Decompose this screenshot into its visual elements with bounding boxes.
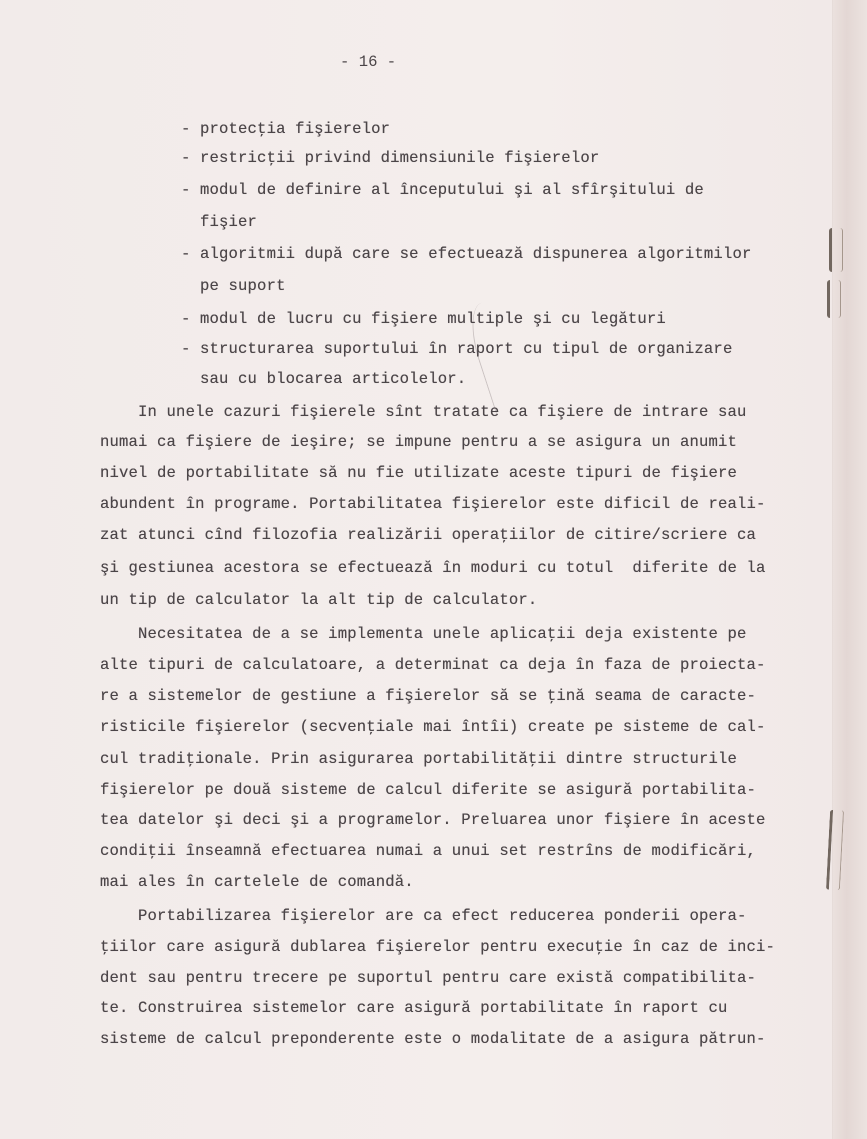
- list-item-file-boundaries: - modul de definire al începutului şi al sfîrşitului de: [181, 181, 704, 199]
- paragraph-1-line-6: şi gestiunea acestora se efectuează în moduri cu totul diferite de la: [100, 559, 766, 577]
- paragraph-3-line-1: Portabilizarea fişierelor are ca efect reducerea ponderii opera-: [100, 907, 747, 925]
- paragraph-1-line-4: abundent în programe. Portabilitatea fişierelor este dificil de reali-: [100, 495, 766, 513]
- binding-ring-top-lower: [827, 280, 841, 318]
- paragraph-3-line-2: ţiilor care asigură dublarea fişierelor pentru execuţie în caz de inci-: [100, 938, 776, 956]
- paragraph-2-line-5: cul tradiţionale. Prin asigurarea portabilităţii dintre structurile: [100, 750, 738, 768]
- paragraph-1-line-3: nivel de portabilitate să nu fie utilizate aceste tipuri de fişiere: [100, 464, 738, 482]
- paragraph-3-line-3: dent sau pentru trecere pe suportul pentru care există compatibilita-: [100, 969, 757, 987]
- list-item-support-structure: - structurarea suportului în raport cu tipul de organizare: [181, 340, 733, 358]
- paragraph-1-line-5: zat atunci cînd filozofia realizării operaţiilor de citire/scriere ca: [100, 526, 757, 544]
- list-item-size-restrictions: - restricţii privind dimensiunile fişierelor: [181, 149, 600, 167]
- list-item-support-structure-cont: sau cu blocarea articolelor.: [181, 370, 467, 388]
- paragraph-2-line-3: re a sistemelor de gestiune a fişierelor să se ţină seama de caracte-: [100, 687, 757, 705]
- list-item-algorithms: - algoritmii după care se efectuează dispunerea algoritmilor: [181, 245, 752, 263]
- paragraph-1-line-1: In unele cazuri fişierele sînt tratate ca fişiere de intrare sau: [100, 403, 747, 421]
- paragraph-3-line-4: te. Construirea sistemelor care asigură portabilitate în raport cu: [100, 999, 728, 1017]
- paragraph-2-line-7: tea datelor şi deci şi a programelor. Preluarea unor fişiere în aceste: [100, 811, 766, 829]
- paragraph-2-line-8: condiţii înseamnă efectuarea numai a unui set restrîns de modificări,: [100, 842, 757, 860]
- binding-ring-top-upper: [829, 228, 843, 272]
- paragraph-1-line-2: numai ca fişiere de ieşire; se impune pentru a se asigura un anumit: [100, 433, 738, 451]
- page-edge-strip: [832, 0, 867, 1139]
- paragraph-2-line-6: fişierelor pe două sisteme de calcul diferite se asigură portabilita-: [100, 781, 757, 799]
- paragraph-2-line-4: risticile fişierelor (secvenţiale mai întîi) create pe sisteme de cal-: [100, 718, 766, 736]
- list-item-multiple-files: - modul de lucru cu fişiere multiple şi cu legături: [181, 310, 666, 328]
- page-number: - 16 -: [340, 53, 397, 71]
- paragraph-2-line-2: alte tipuri de calculatoare, a determinat ca deja în faza de proiecta-: [100, 656, 766, 674]
- paragraph-2-line-1: Necesitatea de a se implementa unele aplicaţii deja existente pe: [100, 625, 747, 643]
- list-item-algorithms-cont: pe suport: [181, 277, 286, 295]
- list-item-file-boundaries-cont: fişier: [181, 213, 258, 231]
- paragraph-1-line-7: un tip de calculator la alt tip de calculator.: [100, 591, 538, 609]
- list-item-protection: - protecţia fişierelor: [181, 120, 391, 138]
- paragraph-3-line-5: sisteme de calcul preponderente este o modalitate de a asigura pătrun-: [100, 1030, 766, 1048]
- paragraph-2-line-9: mai ales în cartelele de comandă.: [100, 873, 414, 891]
